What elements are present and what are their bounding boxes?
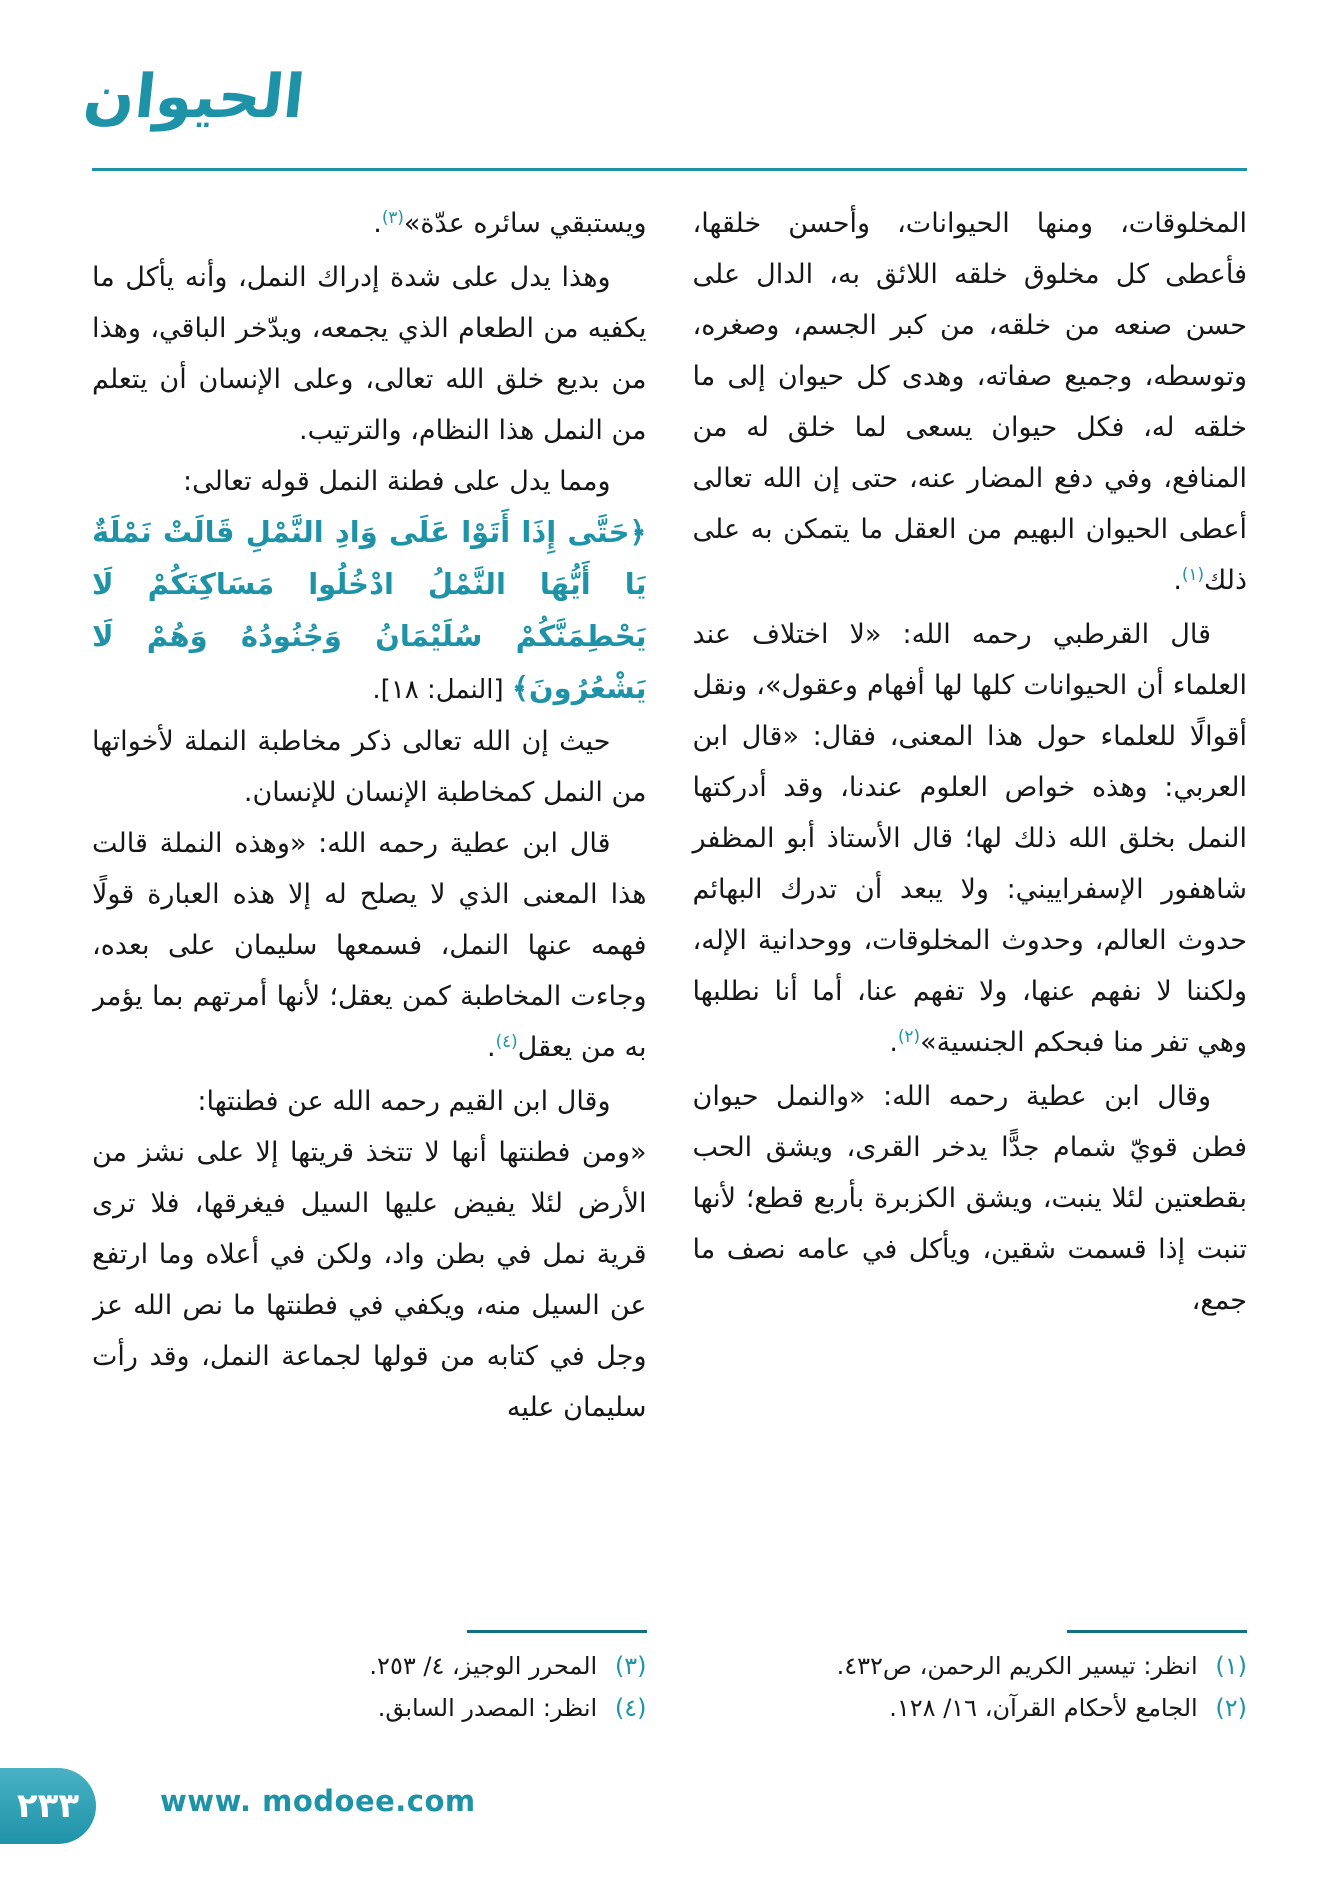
- body-text: وهذا يدل على شدة إدراك النمل، وأنه يأكل ما يكفيه من الطعام الذي يجمعه، ويدّخر الباقي، وهذا من بديع خلق الله تعالى، وعلى الإنسان أن يتعلم من النمل هذا النظام، والترتيب.: [92, 262, 647, 446]
- footnote-text: انظر: تيسير الكريم الرحمن، ص٤٣٢.: [836, 1652, 1198, 1680]
- footnote-divider: [1067, 1630, 1247, 1633]
- body-text: .: [373, 208, 382, 239]
- paragraph: [92, 818, 647, 1076]
- footnote-text: المحرر الوجيز، ٤/ ٢٥٣.: [369, 1652, 598, 1680]
- body-text: .: [889, 1027, 899, 1058]
- paragraph: [693, 609, 1248, 1071]
- page-number: ٢٣٣: [16, 1786, 80, 1826]
- footnote-number: (٣): [614, 1652, 647, 1680]
- paragraph: [92, 1076, 647, 1127]
- footnote-text: انظر: المصدر السابق.: [377, 1694, 598, 1722]
- footnote-number: (٤): [614, 1694, 647, 1722]
- body-text: وقال ابن عطية رحمه الله: «والنمل حيوان فطن قويّ شمام جدًّا يدخر القرى، ويشق الحب بقطعتين لئلا ينبت، ويشق الكزبرة بأربع قطع؛ لأنها تنبت إذا قسمت شقين، ويأكل في عامه نصف ما جمع،: [692, 1081, 1247, 1316]
- paragraph: [92, 1127, 647, 1433]
- footnotes-left: [92, 1630, 647, 1729]
- footnote: [92, 1687, 647, 1729]
- body-text: ومما يدل على فطنة النمل قوله تعالى:: [183, 466, 611, 497]
- body-text: وقال ابن القيم رحمه الله عن فطنتها:: [197, 1086, 611, 1117]
- header-divider: [92, 168, 1247, 171]
- column-right: [693, 198, 1248, 1613]
- body-text: المخلوقات، ومنها الحيوانات، وأحسن خلقها، فأعطى كل مخلوق خلقه اللائق به، الدال على حسن صنعه من خلقه، من كبر الجسم، وصغره، وتوسطه، وجميع صفاته، وهدى كل حيوان إلى ما خلقه له، فكل حيوان يسعى لما خلق له من المنافع، وفي دفع المضار عنه، حتى إن الله تعالى أعطى الحيوان البهيم من العقل ما يتمكن به على ذلك: [692, 208, 1247, 596]
- footnote-divider: [467, 1630, 647, 1633]
- paragraph: [693, 1071, 1248, 1326]
- footnote: [92, 1645, 647, 1687]
- footnote: [693, 1687, 1248, 1729]
- body-text: .: [487, 1032, 496, 1063]
- footnote-marker: (٢): [898, 1025, 921, 1046]
- footnote-marker: (١): [1181, 563, 1204, 584]
- body-text: ويستبقي سائره عدّة»: [403, 208, 647, 239]
- quran-verse: [92, 507, 647, 716]
- verse-reference: [النمل: ١٨].: [372, 675, 512, 705]
- chapter-title-logo: الحيوان: [80, 62, 308, 132]
- footnotes-section: [92, 1630, 1247, 1729]
- footnote-number: (٢): [1215, 1694, 1247, 1722]
- body-text: قال القرطبي رحمه الله: «لا اختلاف عند العلماء أن الحيوانات كلها لها أفهام وعقول»، ونقل أقوالًا للعلماء حول هذا المعنى، فقال: «قال ابن العربي: وهذه خواص العلوم عندنا، وقد أدركتها النمل بخلق الله ذلك لها؛ قال الأستاذ أبو المظفر شاهفور الإسفراييني: ولا يبعد أن تدرك البهائم حدوث العالم، وحدوث المخلوقات، ووحدانية الإله، ولكننا لا نفهم عنها، ولا تفهم عنا، أما أنا نطلبها وهي تفر منا فبحكم الجنسية»: [692, 619, 1247, 1058]
- website-link[interactable]: www. modoee.com: [160, 1784, 476, 1818]
- quran-text: ﴿حَتَّى إِذَا أَتَوْا عَلَى وَادِ النَّمْلِ قَالَتْ نَمْلَةٌ يَا أَيُّهَا النَّمْلُ ادْخُلُوا مَسَاكِنَكُمْ لَا يَحْطِمَنَّكُمْ سُلَيْمَانُ وَجُنُودُهُ وَهُمْ لَا يَشْعُرُونَ﴾: [92, 515, 647, 705]
- body-text: حيث إن الله تعالى ذكر مخاطبة النملة لأخواتها من النمل كمخاطبة الإنسان للإنسان.: [92, 726, 647, 808]
- footnote-number: (١): [1215, 1652, 1247, 1680]
- page-number-badge: [0, 1768, 96, 1844]
- footnote: [693, 1645, 1248, 1687]
- paragraph: [693, 198, 1248, 609]
- footnote-text: الجامع لأحكام القرآن، ١٦/ ١٢٨.: [889, 1694, 1198, 1722]
- text-columns: [92, 198, 1247, 1613]
- paragraph: [92, 716, 647, 818]
- footnote-marker: (٣): [381, 206, 404, 227]
- body-text: «ومن فطنتها أنها لا تتخذ قريتها إلا على نشز من الأرض لئلا يفيض عليها السيل فيغرقها، فلا ترى قرية نمل في بطن واد، ولكن في أعلاه وما ارتفع عن السيل منه، ويكفي في فطنتها ما نص الله عز وجل في كتابه من قولها لجماعة النمل، وقد رأت سليمان عليه: [92, 1137, 647, 1423]
- column-left: [92, 198, 647, 1613]
- footnote-marker: (٤): [495, 1030, 518, 1051]
- footnotes-right: [693, 1630, 1248, 1729]
- body-text: .: [1173, 565, 1182, 596]
- paragraph: [92, 456, 647, 507]
- paragraph: [92, 198, 647, 252]
- paragraph: [92, 252, 647, 456]
- body-text: قال ابن عطية رحمه الله: «وهذه النملة قالت هذا المعنى الذي لا يصلح له إلا هذه العبارة قولًا فهمه عنها النمل، فسمعها سليمان على بعده، وجاءت المخاطبة كمن يعقل؛ لأنها أمرتهم بما يؤمر به من يعقل: [92, 828, 647, 1063]
